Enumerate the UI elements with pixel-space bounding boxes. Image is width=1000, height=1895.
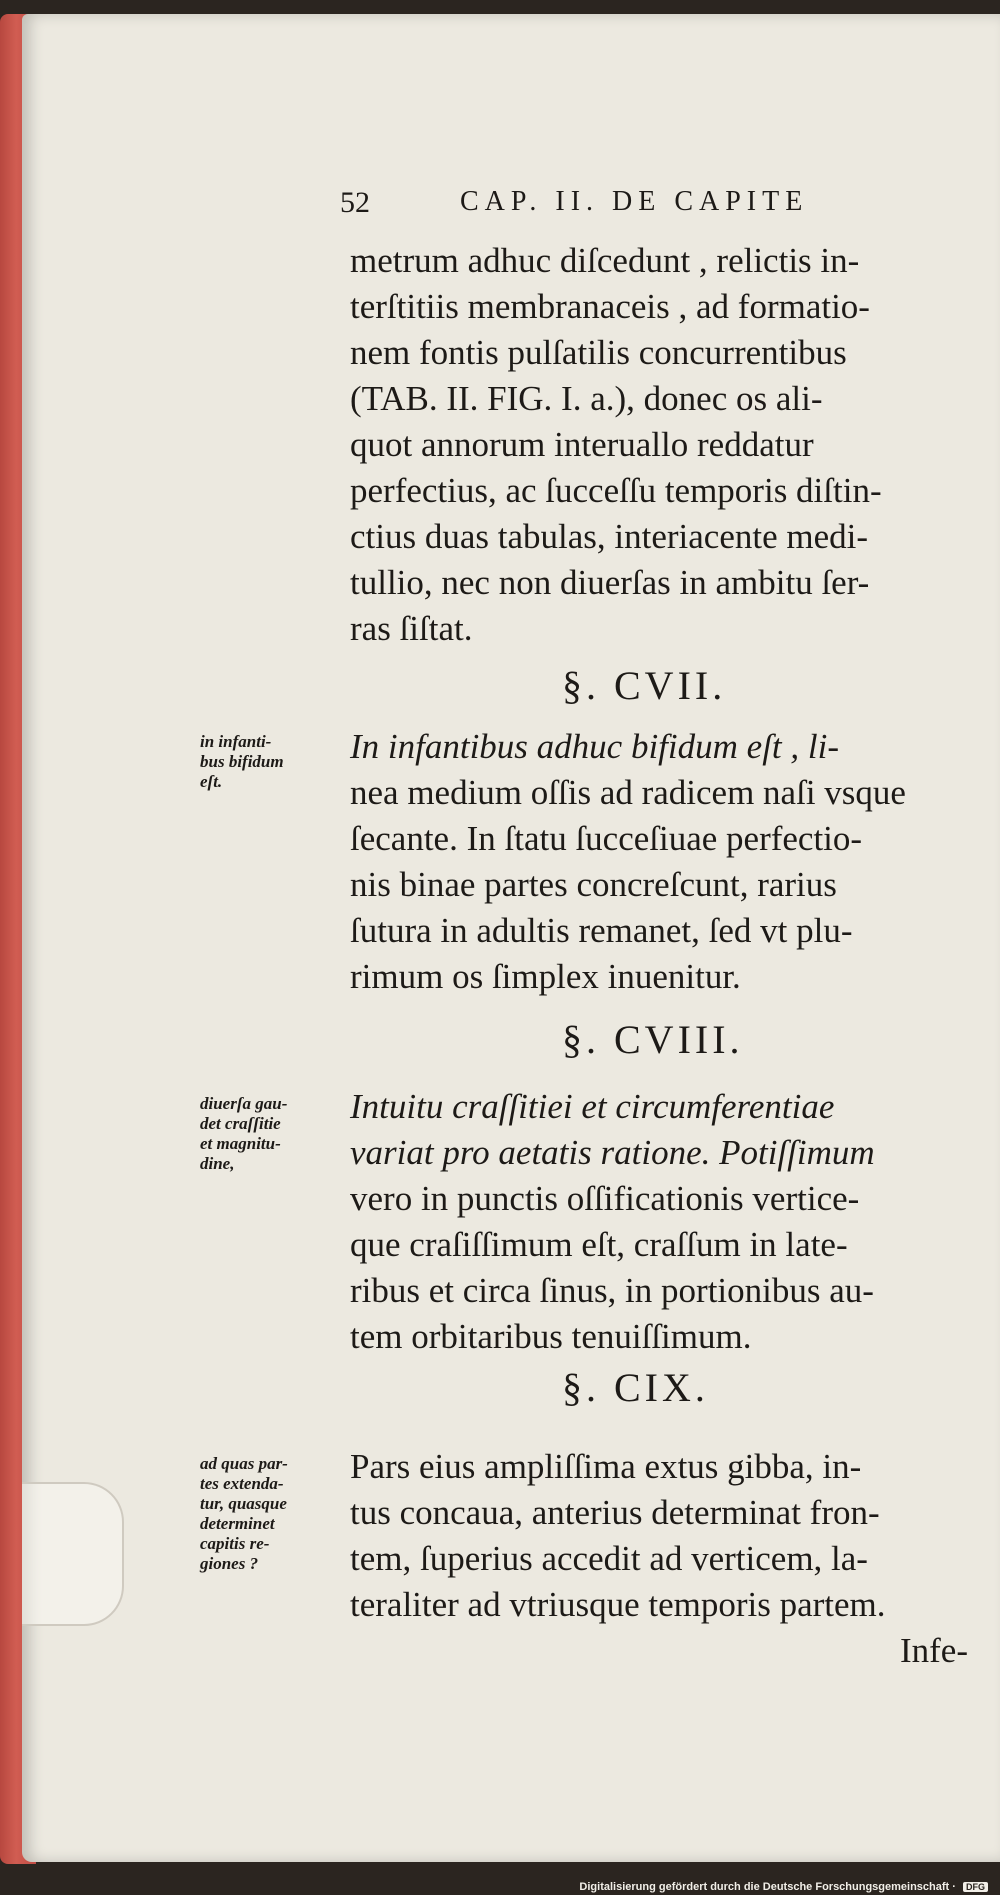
text-line: nis binae partes concreſcunt, rarius xyxy=(350,865,837,904)
page-clip xyxy=(22,1482,124,1626)
running-title: CAP. II. DE CAPITE xyxy=(460,186,809,217)
margin-line: ad quas par- xyxy=(200,1454,288,1473)
text-line: tem orbitaribus tenuiſſimum. xyxy=(350,1317,752,1356)
margin-line: eſt. xyxy=(200,772,223,791)
text-line: Intuitu craſſitiei et circumferentiae xyxy=(350,1087,835,1126)
paragraph-cvii xyxy=(350,724,1000,1000)
margin-line: et magnitu- xyxy=(200,1134,281,1153)
paragraph-cviii xyxy=(350,1084,1000,1360)
text-line: perfectius, ac ſucceſſu temporis diſtin- xyxy=(350,471,882,510)
text-line: terſtitiis membranaceis , ad formatio- xyxy=(350,287,870,326)
text-line: Pars eius ampliſſima extus gibba, in- xyxy=(350,1447,862,1486)
margin-line: tes extenda- xyxy=(200,1474,284,1493)
intro-paragraph xyxy=(350,238,1000,652)
text-line: metrum adhuc diſcedunt , relictis in- xyxy=(350,241,860,280)
section-heading-cvii: §. CVII. xyxy=(562,663,727,708)
section-heading-cviii: §. CVIII. xyxy=(562,1017,744,1062)
margin-note-cvii xyxy=(200,732,350,792)
margin-note-cix xyxy=(200,1454,350,1574)
footer-text: Digitalisierung gefördert durch die Deutsche Forschungsgemeinschaft · xyxy=(579,1881,956,1893)
text-line: In infantibus adhuc bifidum eſt , li- xyxy=(350,727,839,766)
text-line: que craſiſſimum eſt, craſſum in late- xyxy=(350,1225,848,1264)
text-line: tem, ſuperius accedit ad verticem, la- xyxy=(350,1539,868,1578)
text-line: variat pro aetatis ratione. Potiſſimum xyxy=(350,1133,875,1172)
text-line: quot annorum interuallo reddatur xyxy=(350,425,814,464)
margin-line: det craſſitie xyxy=(200,1114,281,1133)
margin-line: tur, quasque xyxy=(200,1494,287,1513)
running-header xyxy=(324,180,1000,224)
margin-line: giones ? xyxy=(200,1554,259,1573)
margin-line: in infanti- xyxy=(200,732,272,751)
text-line: nea medium oſſis ad radicem naſi vsque xyxy=(350,773,906,812)
text-line: ſecante. In ſtatu ſucceſiuae perfectio- xyxy=(350,819,863,858)
text-line: ribus et circa ſinus, in portionibus au- xyxy=(350,1271,874,1310)
margin-line: capitis re- xyxy=(200,1534,270,1553)
margin-line: bus bifidum xyxy=(200,752,284,771)
text-line: rimum os ſimplex inuenitur. xyxy=(350,957,741,996)
text-line: teraliter ad vtriusque temporis partem. xyxy=(350,1585,886,1624)
text-line: tullio, nec non diuerſas in ambitu ſer- xyxy=(350,563,870,602)
page-number: 52 xyxy=(340,186,370,219)
margin-line: determinet xyxy=(200,1514,275,1533)
text-line: ras ſiſtat. xyxy=(350,609,473,648)
catchword: Infe- xyxy=(900,1631,969,1670)
text-line: (TAB. II. FIG. I. a.), donec os ali- xyxy=(350,379,823,418)
text-line: ctius duas tabulas, interiacente medi- xyxy=(350,517,869,556)
margin-line: diuerſa gau- xyxy=(200,1094,288,1113)
text-line: vero in punctis oſſificationis vertice- xyxy=(350,1179,860,1218)
section-heading-cix: §. CIX. xyxy=(562,1365,709,1410)
text-line: tus concaua, anterius determinat fron- xyxy=(350,1493,880,1532)
dfg-logo: DFG xyxy=(963,1882,988,1892)
margin-note-cviii xyxy=(200,1094,350,1174)
text-line: ſutura in adultis remanet, ſed vt plu- xyxy=(350,911,853,950)
text-line: nem fontis pulſatilis concurrentibus xyxy=(350,333,847,372)
digitization-footer xyxy=(579,1881,988,1893)
paragraph-cix xyxy=(350,1444,1000,1628)
margin-line: dine, xyxy=(200,1154,235,1173)
book-page xyxy=(22,14,1000,1862)
